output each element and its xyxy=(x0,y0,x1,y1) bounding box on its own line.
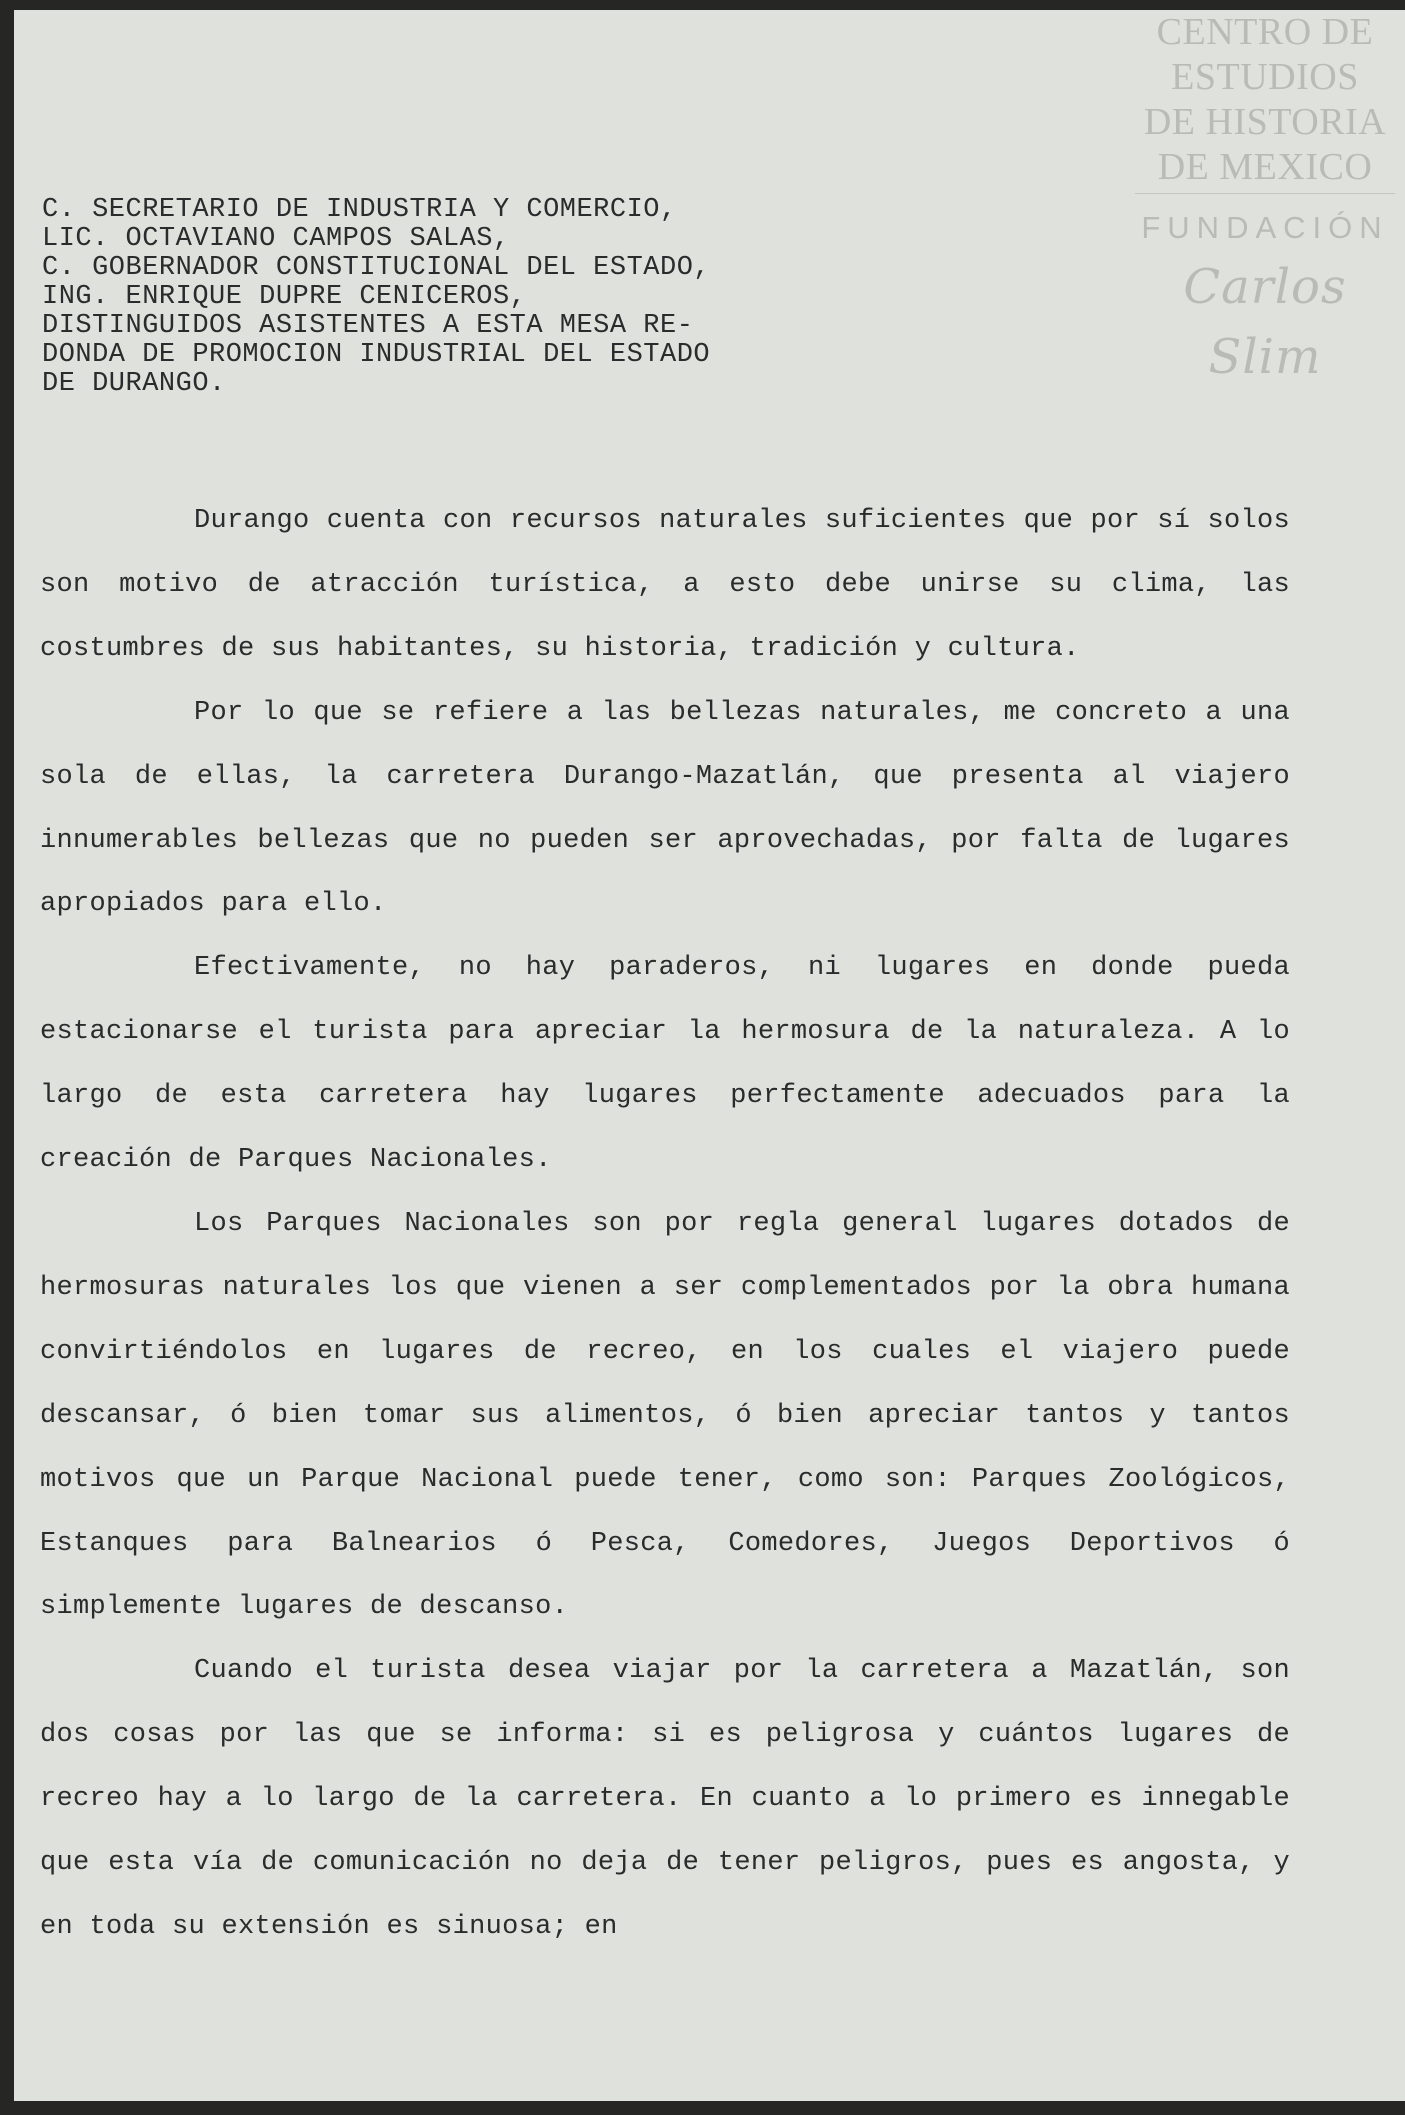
salutation-line: ING. ENRIQUE DUPRE CENICEROS, xyxy=(42,282,527,312)
salutation-line: DONDA DE PROMOCION INDUSTRIAL DEL ESTADO xyxy=(42,340,711,370)
paragraph: Por lo que se refiere a las bellezas naturales, me concreto a una sola de ellas, la carretera Durango-Mazatlán, que presenta al viajero innumerables bellezas que no pueden ser aprovechadas, por falta de lugares apropiados para ello. xyxy=(40,697,1290,920)
scan-border-bottom xyxy=(0,2101,1405,2115)
scan-border-left xyxy=(0,0,14,2115)
salutation-line: LIC. OCTAVIANO CAMPOS SALAS, xyxy=(42,224,510,254)
paragraph: Efectivamente, no hay paraderos, ni lugares en donde pueda estacionarse el turista para apreciar la hermosura de la naturaleza. A lo largo de esta carretera hay lugares perfectamente adecuados para la creación de Parques Nacionales. xyxy=(40,953,1290,1176)
watermark-line: DE MEXICO xyxy=(1157,146,1373,188)
body-text xyxy=(40,490,1290,1960)
archive-watermark xyxy=(1125,10,1405,392)
salutation-block xyxy=(42,196,862,399)
watermark-line: DE HISTORIA xyxy=(1143,101,1387,143)
paragraph: Cuando el turista desea viajar por la carretera a Mazatlán, son dos cosas por las que se informa: si es peligrosa y cuántos lugares de recreo hay a lo largo de la carretera. En cuanto a lo primero es innegable que esta vía de comunicación no deja de tener peligros, pues es angosta, y en toda su extensión es sinuosa; en xyxy=(40,1656,1290,1942)
watermark-foundation: FUNDACIÓN xyxy=(1141,210,1389,245)
salutation-line: DISTINGUIDOS ASISTENTES A ESTA MESA RE- xyxy=(42,311,694,341)
watermark-line: ESTUDIOS xyxy=(1171,56,1359,98)
watermark-divider xyxy=(1135,193,1395,194)
paragraph: Los Parques Nacionales son por regla general lugares dotados de hermosuras naturales los que vienen a ser complementados por la obra humana convirtiéndolos en lugares de recreo, en los cuales el viajero puede descansar, ó bien tomar sus alimentos, ó bien apreciar tantos y tantos motivos que un Parque Nacional puede tener, como son: Parques Zoológicos, Estanques para Balnearios ó Pesca, Comedores, Juegos Deportivos ó simplemente lugares de descanso. xyxy=(40,1208,1290,1623)
paragraph: Durango cuenta con recursos naturales suficientes que por sí solos son motivo de atracción turística, a esto debe unirse su clima, las costumbres de sus habitantes, su historia, tradición y cultura. xyxy=(40,506,1290,664)
scan-border-top xyxy=(0,0,1405,10)
salutation-line: C. SECRETARIO DE INDUSTRIA Y COMERCIO, xyxy=(42,195,677,225)
watermark-line: CENTRO DE xyxy=(1156,11,1374,53)
salutation-line: DE DURANGO. xyxy=(42,369,226,399)
salutation-line: C. GOBERNADOR CONSTITUCIONAL DEL ESTADO, xyxy=(42,253,711,283)
watermark-signature: Carlos Slim xyxy=(1183,259,1347,385)
